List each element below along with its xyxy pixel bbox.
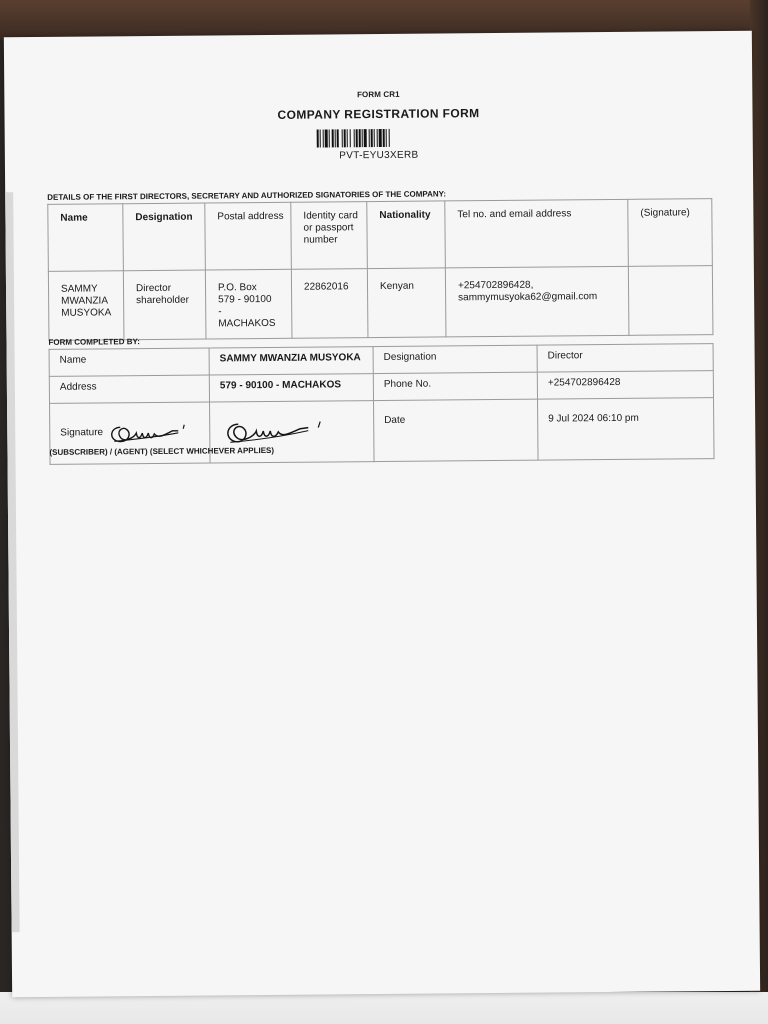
page-title: COMPANY REGISTRATION FORM [277, 106, 480, 122]
director-id-number: 22862016 [291, 269, 368, 339]
document-page [4, 31, 760, 997]
postal-line: MACHAKOS [218, 317, 276, 330]
director-postal-address [205, 269, 292, 339]
signature-icon [220, 415, 330, 448]
header-signature: (Signature) [628, 199, 713, 267]
header-postal-address: Postal address [205, 202, 292, 270]
postal-line: 579 - 90100 [218, 293, 272, 306]
header-contact: Tel no. and email address [445, 199, 629, 268]
director-name: SAMMY MWANZIA MUSYOKA [48, 271, 124, 341]
phone-label: Phone No. [373, 372, 537, 400]
postal-line: - [218, 306, 222, 318]
director-signature [628, 266, 713, 336]
address-value: 579 - 90100 - MACHAKOS [209, 374, 373, 402]
signature-icon [106, 417, 186, 448]
address-label: Address [49, 375, 209, 403]
director-phone: +254702896428, [457, 279, 534, 292]
table-row [48, 266, 713, 341]
reference-code: PVT-EYU3XERB [339, 149, 419, 162]
header-nationality: Nationality [367, 201, 446, 269]
name-label: Name [49, 348, 209, 376]
date-label: Date [374, 399, 539, 461]
page-edge [5, 192, 19, 932]
phone-value: +254702896428 [537, 371, 713, 400]
directors-table [47, 198, 713, 341]
director-nationality: Kenyan [367, 268, 446, 338]
form-code: FORM CR1 [357, 89, 400, 100]
name-value: SAMMY MWANZIA MUSYOKA [209, 347, 373, 375]
signature-label: Signature [60, 427, 104, 439]
director-contact [445, 266, 629, 337]
postal-line: P.O. Box [217, 282, 257, 294]
header-identity: Identity card or passport number [291, 202, 368, 270]
director-designation: Director shareholder [123, 270, 206, 340]
director-email: sammymusyoka62@gmail.com [458, 291, 598, 304]
footer-note: (SUBSCRIBER) / (AGENT) (SELECT WHICHEVER APPLIES) [49, 445, 275, 457]
date-value: 9 Jul 2024 06:10 pm [538, 398, 715, 461]
designation-value: Director [537, 344, 713, 373]
directors-section-label: DETAILS OF THE FIRST DIRECTORS, SECRETARY AND AUTHORIZED SIGNATORIES OF THE COMPANY: [47, 189, 447, 202]
table-header-row [48, 199, 713, 272]
background-bottom [0, 992, 768, 1024]
completed-section-label: FORM COMPLETED BY: [48, 337, 140, 347]
header-name: Name [48, 204, 124, 272]
barcode-icon [317, 129, 435, 148]
designation-label: Designation [373, 345, 537, 373]
header-designation: Designation [123, 203, 206, 271]
